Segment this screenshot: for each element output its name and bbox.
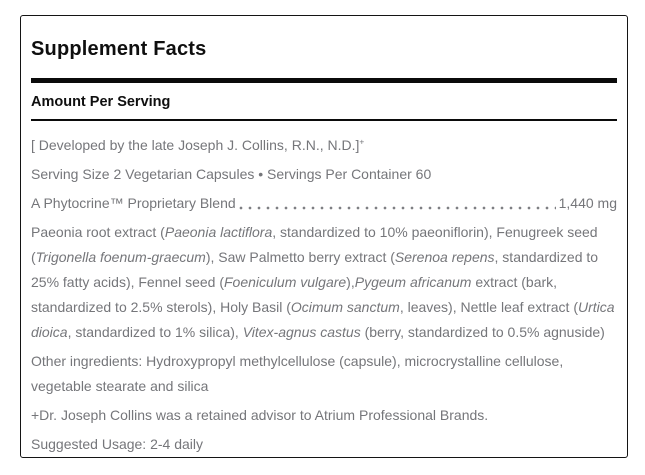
panel-title: Supplement Facts [31,38,207,60]
advisor-note: +Dr. Joseph Collins was a retained advisor to Atrium Professional Brands. [31,407,489,423]
blend-ingredients: Paeonia root extract (Paeonia lactiflora, standardized to 10% paeoniflorin), Fenugreek seed (Trigonella foenum-graecum), Saw Palmetto berry extract (Serenoa repens, standardized to 25% fatty acids), Fennel seed (Foeniculum vulgare),Pygeum africanum extract (bark, standardized to 2.5% sterols), Holy Basil (Ocimum sanctum, leaves), Nettle leaf extract (Urtica dioica, standardized to 1% silica), Vitex-agnus castus (berry, standardized to 0.5% agnuside) [31,224,615,340]
blend-label: A Phytocrine™ Proprietary Blend [31,195,236,211]
dot-leader [239,191,556,216]
blend-amount: 1,440 mg [558,195,617,211]
developed-by-note: [ Developed by the late Joseph J. Collins, R.N., N.D.]+ [31,136,365,153]
divider-thick [31,78,617,83]
amount-per-serving-header: Amount Per Serving [31,94,171,110]
panel-body [31,133,617,457]
serving-info: Serving Size 2 Vegetarian Capsules • Servings Per Container 60 [31,166,432,182]
suggested-usage: Suggested Usage: 2-4 daily [31,436,203,452]
other-ingredients: Other ingredients: Hydroxypropyl methylcellulose (capsule), microcrystalline cellulose, vegetable stearate and silica [31,353,564,394]
divider-thin [31,119,617,121]
supplement-facts-panel [20,15,628,458]
proprietary-blend-row [31,191,617,216]
